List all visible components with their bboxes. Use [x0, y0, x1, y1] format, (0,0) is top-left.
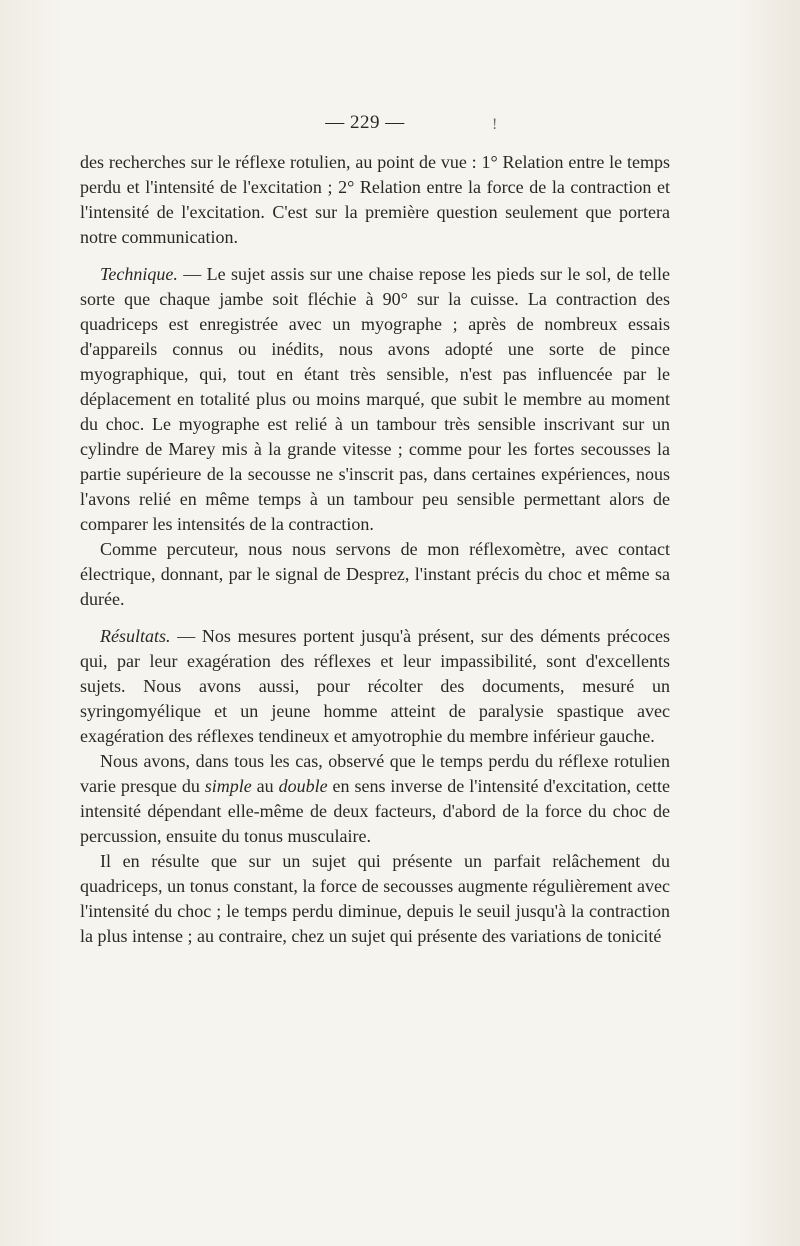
paragraph-resultats: [80, 624, 670, 749]
paragraph-resultats-body: — Nos mesures portent jusqu'à présent, sur des déments précoces qui, par leur exagération des réflexes et leur impassibilité, sont d'excellents sujets. Nous avons aussi, pour récolter des documents, mesuré un syringomyélique et un jeune homme atteint de paralysie spastique avec exagération des réflexes tendineux et amyotrophie du membre inférieur gauche.: [80, 626, 670, 746]
margin-mark: !: [492, 116, 498, 133]
section-heading-resultats: Résultats.: [100, 626, 171, 646]
paragraph-technique: [80, 262, 670, 537]
emphasis-double: double: [278, 776, 328, 796]
body-text: [80, 150, 670, 949]
emphasis-simple: simple: [204, 776, 252, 796]
section-heading-technique: Technique.: [100, 264, 178, 284]
paragraph-percuteur: Comme percuteur, nous nous servons de mon réflexomètre, avec contact électrique, donnant, par le signal de Desprez, l'instant précis du choc et même sa durée.: [80, 539, 670, 609]
page-number: — 229 —: [325, 112, 405, 133]
paragraph-observation-part-3: en sens inverse de l'intensité d'excitation, cette intensité dépendant elle-même de deux facteurs, d'abord de la force du choc de percussion, ensuite du tonus musculaire.: [80, 776, 670, 846]
paragraph-technique-body: — Le sujet assis sur une chaise repose les pieds sur le sol, de telle sorte que chaque jambe soit fléchie à 90° sur la cuisse. La contraction des quadriceps est enregistrée avec un myographe ; après de nombreux essais d'appareils connus ou inédits, nous avons adopté une sorte de pince myographique, qui, tout en étant très sensible, n'est pas influencée par le déplacement en totalité plus ou moins marqué, que subit le membre au moment du choc. Le myographe est relié à un tambour très sensible inscrivant sur un cylindre de Marey mis à la grande vitesse ; comme pour les fortes secousses la partie supérieure de la secousse ne s'inscrit pas, dans certaines expériences, nous l'avons relié en même temps à un tambour peu sensible permettant alors de comparer les intensités de la contraction.: [80, 264, 670, 534]
paragraph-observation-part-1: Nous avons, dans tous les cas, observé que le temps perdu du réflexe rotulien varie presque du: [80, 751, 670, 796]
paragraph-observation-part-2: au: [251, 776, 279, 796]
paragraph-1: des recherches sur le réflexe rotulien, au point de vue : 1° Relation entre le temps perdu et l'intensité de l'excitation ; 2° Relation entre la force de la contraction et l'intensité de l'excitation. C'est sur la première question seulement que portera notre communication.: [80, 152, 670, 247]
paragraph-observation: [80, 749, 670, 849]
paragraph-resultat-final: Il en résulte que sur un sujet qui présente un parfait relâchement du quadriceps, un tonus constant, la force de secousses augmente régulièrement avec l'intensité du choc ; le temps perdu diminue, depuis le seuil jusqu'à la contraction la plus intense ; au contraire, chez un sujet qui présente des variations de tonicité: [80, 851, 670, 946]
